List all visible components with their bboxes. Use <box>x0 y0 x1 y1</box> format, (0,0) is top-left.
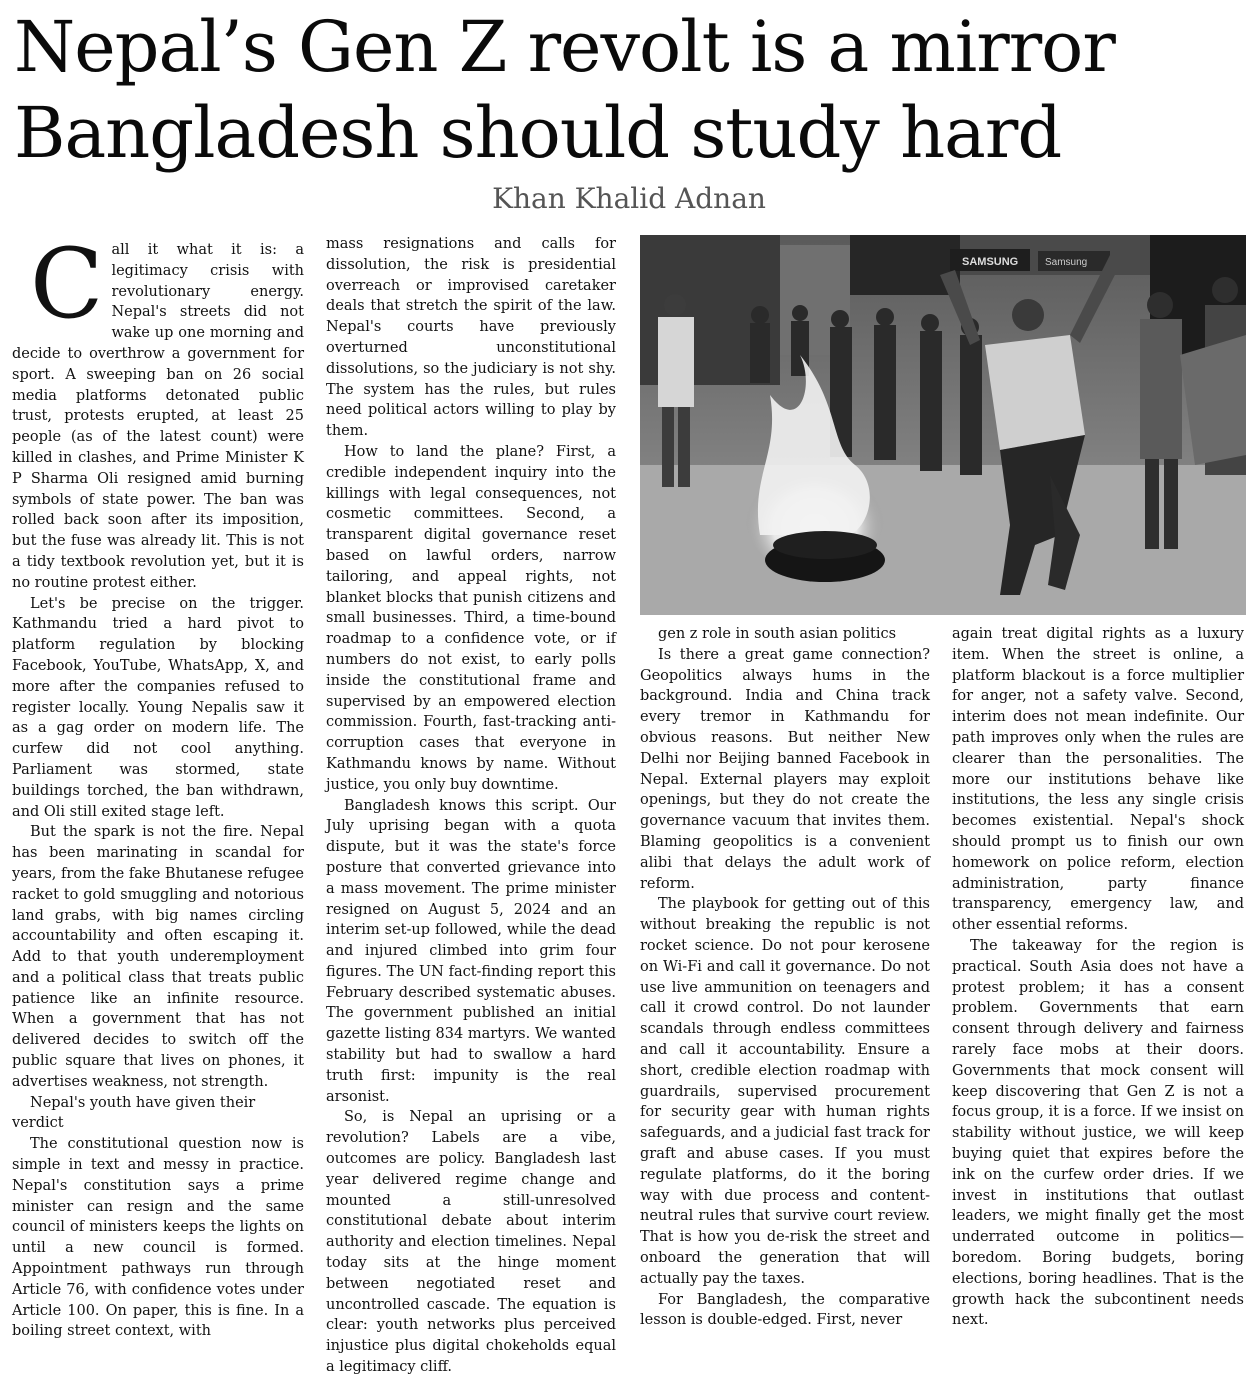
article-column-3 <box>640 624 930 1331</box>
article-column-2 <box>326 234 616 1378</box>
drop-cap: C <box>30 228 104 340</box>
article-paragraph: mass resignations and calls for dissolution, the risk is presidential overreach or improvised caretaker deals that stretch the spirit of the law. Nepal's courts have previously overturned unconstitutional dissolutions, so the judiciary is not shy. The system has the rules, but rules need political actors willing to play by them. <box>326 236 616 440</box>
article-paragraph: again treat digital rights as a luxury item. When the street is online, a platform blackout is a force multiplier for anger, not a safety valve. Second, interim does not mean indefinite. Our path improves only when the rules are clearer than the personalities. The more our institutions behave like institutions, the less any single crisis becomes existential. Nepal's shock should prompt us to finish our own homework on police reform, election administration, party finance transparency, emergency law, and other essential reforms. <box>952 626 1244 934</box>
article-paragraph: But the spark is not the fire. Nepal has been marinating in scandal for years, from the fake Bhutanese refugee racket to gold smuggling and notorious land grabs, with big names circling accountability and often escaping it. Add to that youth underemployment and a political class that treats public patience like an infinite resource. When a government that has not delivered decides to switch off the public square that lives on phones, it advertises weakness, not strength. <box>12 824 304 1090</box>
author-name: Khan Khalid Adnan <box>492 182 766 215</box>
article-paragraph: Let's be precise on the trigger. Kathmandu tried a hard pivot to platform regulation by blocking Facebook, YouTube, WhatsApp, X, and more after the companies refused to register locally. Young Nepalis saw it as a gag order on modern life. The curfew did not cool anything. Parliament was stormed, state buildings torched, the ban withdrawn, and Oli still exited stage left. <box>12 595 304 820</box>
article-column-4 <box>952 624 1244 1331</box>
subheading: Nepal's youth have given their verdict <box>12 1094 256 1132</box>
headline-line-2: Bangladesh should study hard <box>14 92 1062 174</box>
article-paragraph: Is there a great game connection? Geopolitics always hums in the background. India and China track every tremor in Kathmandu for obvious reasons. But neither New Delhi nor Beijing banned Facebook in Nepal. External players may exploit openings, but they do not create the governance vacuum that invites them. Blaming geopolitics is a convenient alibi that delays the adult work of reform. <box>640 646 930 892</box>
protest-photo-illustration <box>640 235 1246 615</box>
article-paragraph: How to land the plane? First, a credible independent inquiry into the killings with legal consequences, not cosmetic committees. Second, a transparent digital governance reset based on lawful orders, narrow tailoring, and appeal rights, not blanket blocks that punish citizens and small businesses. Third, a time-bound roadmap to a confidence vote, or if numbers do not exist, to early polls inside the constitutional frame and supervised by an empowered election commission. Fourth, fast-tracking anti-corruption cases that everyone in Kathmandu knows by name. Without justice, you only buy downtime. <box>326 443 616 793</box>
article-column-1 <box>12 228 304 1342</box>
article-paragraph: For Bangladesh, the comparative lesson is double-edged. First, never <box>640 1291 930 1329</box>
article-paragraph: Call it what it is: a legitimacy crisis with revolutionary energy. Nepal's streets did not wake up one morning and decide to overthrow a government for sport. A sweeping ban on 26 social media platforms detonated public trust, protests erupted, at least 25 people (as of the latest count) were killed in clashes, and Prime Minister K P Sharma Oli resigned amid burning symbols of state power. The ban was rolled back soon after its imposition, but the fuse was already lit. This is not a tidy textbook revolution yet, but it is no routine protest either. <box>12 228 304 591</box>
article-paragraph: The constitutional question now is simple in text and messy in practice. Nepal's constitution says a prime minister can resign and the same council of ministers keeps the lights on until a new council is formed. Appointment pathways run through Article 76, with confidence votes under Article 100. On paper, this is fine. In a boiling street context, with <box>12 1136 304 1340</box>
protest-photo <box>640 235 1246 615</box>
article-paragraph: So, is Nepal an uprising or a revolution? Labels are a vibe, outcomes are policy. Bangladesh last year delivered regime change and mounted a still-unresolved constitutional debate about interim authority and election timelines. Nepal today sits at the hinge moment between negotiated reset and uncontrolled cascade. The equation is clear: youth networks plus perceived injustice plus digital chokeholds equal a legitimacy cliff. <box>326 1109 616 1376</box>
headline <box>14 4 1244 176</box>
article-paragraph: The playbook for getting out of this without breaking the republic is not rocket science. Do not pour kerosene on Wi-Fi and call it governance. Do not use live ammunition on teenagers and call it crowd control. Do not launder scandals through endless committees and call it accountability. Ensure a short, credible election roadmap with guardrails, supervised procurement for security gear with human rights safeguards, and a judicial fast track for graft and abuse cases. If you must regulate platforms, do it the boring way with due process and content-neutral rules that survive court review. That is how you de-risk the street and onboard the generation that will actually pay the taxes. <box>640 896 930 1287</box>
byline <box>0 182 1256 215</box>
headline-line-1: Nepal’s Gen Z revolt is a mirror <box>14 6 1115 88</box>
article-paragraph: The takeaway for the region is practical. South Asia does not have a protest problem; it has a consent problem. Governments that earn consent through delivery and fairness rarely face mobs at their doors. Governments that mock consent will keep discovering that Gen Z is not a focus group, it is a force. If we insist on stability without justice, we will keep buying quiet that expires before the ink on the curfew order dries. If we invest in institutions that outlast leaders, we might finally get the most underrated outcome in politics—boredom. Boring budgets, boring elections, boring headlines. That is the growth hack the subcontinent needs next. <box>952 937 1244 1329</box>
article-paragraph: Bangladesh knows this script. Our July uprising began with a quota dispute, but it was the state's force posture that converted grievance into a mass movement. The prime minister resigned on August 5, 2024 and an interim set-up followed, while the dead and injured climbed into grim four figures. The UN fact-finding report this February described systematic abuses. The government published an initial gazette listing 834 martyrs. We wanted stability but had to swallow a hard truth first: impunity is the real arsonist. <box>326 797 616 1105</box>
shop-sign-1: SAMSUNG <box>962 256 1019 268</box>
subheading: gen z role in south asian politics <box>658 626 897 642</box>
shop-sign-2: Samsung <box>1045 257 1088 268</box>
